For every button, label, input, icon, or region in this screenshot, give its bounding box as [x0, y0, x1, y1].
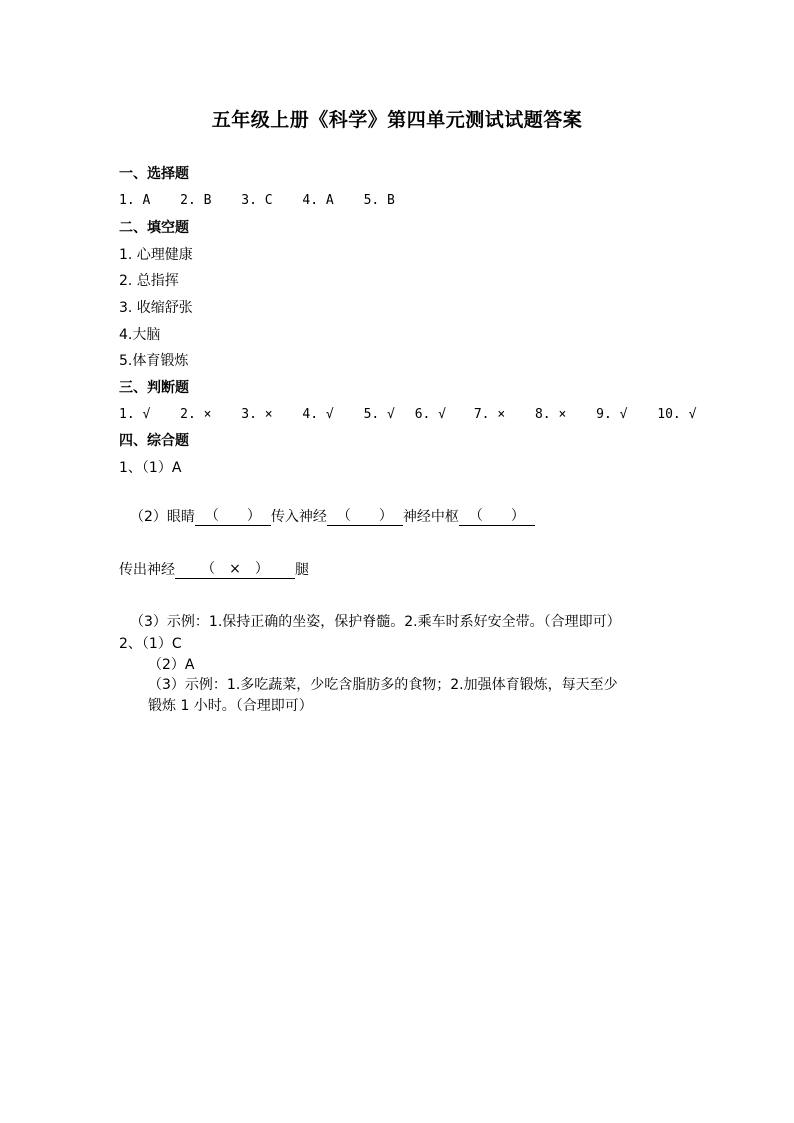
q2-part3-line1: （3）示例：1.多吃蔬菜，少吃含脂肪多的食物；2.加强体育锻炼，每天至少 — [148, 677, 618, 693]
judge-answer-1: 1. √ — [119, 407, 151, 422]
fill-answer-2: 2. 总指挥 — [119, 273, 179, 289]
judge-answer-5: 5. √ — [363, 407, 395, 422]
q1-part2b-suffix: 腿 — [295, 562, 309, 578]
judge-answer-9: 9. √ — [596, 407, 628, 422]
judge-answer-7: 7. × — [473, 407, 506, 422]
section-heading-fill: 二、填空题 — [119, 220, 189, 236]
blank-3: （ ） — [459, 507, 535, 526]
section-heading-comprehensive: 四、综合题 — [119, 433, 189, 449]
judge-answer-2: 2. × — [180, 407, 212, 422]
q1-part3: （3）示例：1.保持正确的坐姿，保护脊髓。2.乘车时系好安全带。（合理即可） — [130, 614, 621, 630]
fill-answer-1: 1. 心理健康 — [119, 247, 193, 263]
choice-answer-1: 1. A — [119, 193, 151, 208]
q1-part2-mid1: 传入神经 — [270, 509, 327, 525]
q2-part1: 2、（1）C — [119, 636, 182, 652]
judge-answers-row — [119, 406, 696, 424]
q1-part2-prefix: （2）眼睛 — [130, 509, 195, 525]
section-heading-judge: 三、判断题 — [119, 380, 189, 396]
blank-4: （ × ） — [175, 560, 295, 579]
blank-1: （ ） — [195, 507, 271, 526]
judge-answer-8: 8. × — [534, 407, 567, 422]
choice-answers-row — [119, 192, 395, 210]
choice-answer-2: 2. B — [180, 193, 212, 208]
q1-part2-mid2: 神经中枢 — [402, 509, 459, 525]
choice-answer-4: 4. A — [302, 193, 334, 208]
q1-part2b-prefix: 传出神经 — [119, 562, 175, 578]
q1-part2-reflex-arc — [130, 507, 535, 526]
fill-answer-5: 5.体育锻炼 — [119, 353, 189, 369]
section-heading-choice: 一、选择题 — [119, 166, 189, 182]
judge-answer-4: 4. √ — [302, 407, 334, 422]
judge-answer-6: 6. √ — [414, 407, 447, 422]
blank-2: （ ） — [327, 507, 403, 526]
choice-answer-3: 3. C — [241, 193, 273, 208]
q2-part2: （2）A — [148, 657, 195, 673]
page-title: 五年级上册《科学》第四单元测试试题答案 — [211, 109, 583, 131]
choice-answer-5: 5. B — [363, 193, 395, 208]
judge-answer-10: 10. √ — [657, 407, 697, 422]
fill-answer-4: 4.大脑 — [119, 327, 161, 343]
q1-part2-continued — [119, 560, 309, 579]
fill-answer-3: 3. 收缩舒张 — [119, 300, 193, 316]
q1-part1: 1、（1）A — [119, 460, 182, 476]
judge-answer-3: 3. × — [241, 407, 273, 422]
q2-part3-line2: 锻炼 1 小时。（合理即可） — [148, 698, 313, 714]
